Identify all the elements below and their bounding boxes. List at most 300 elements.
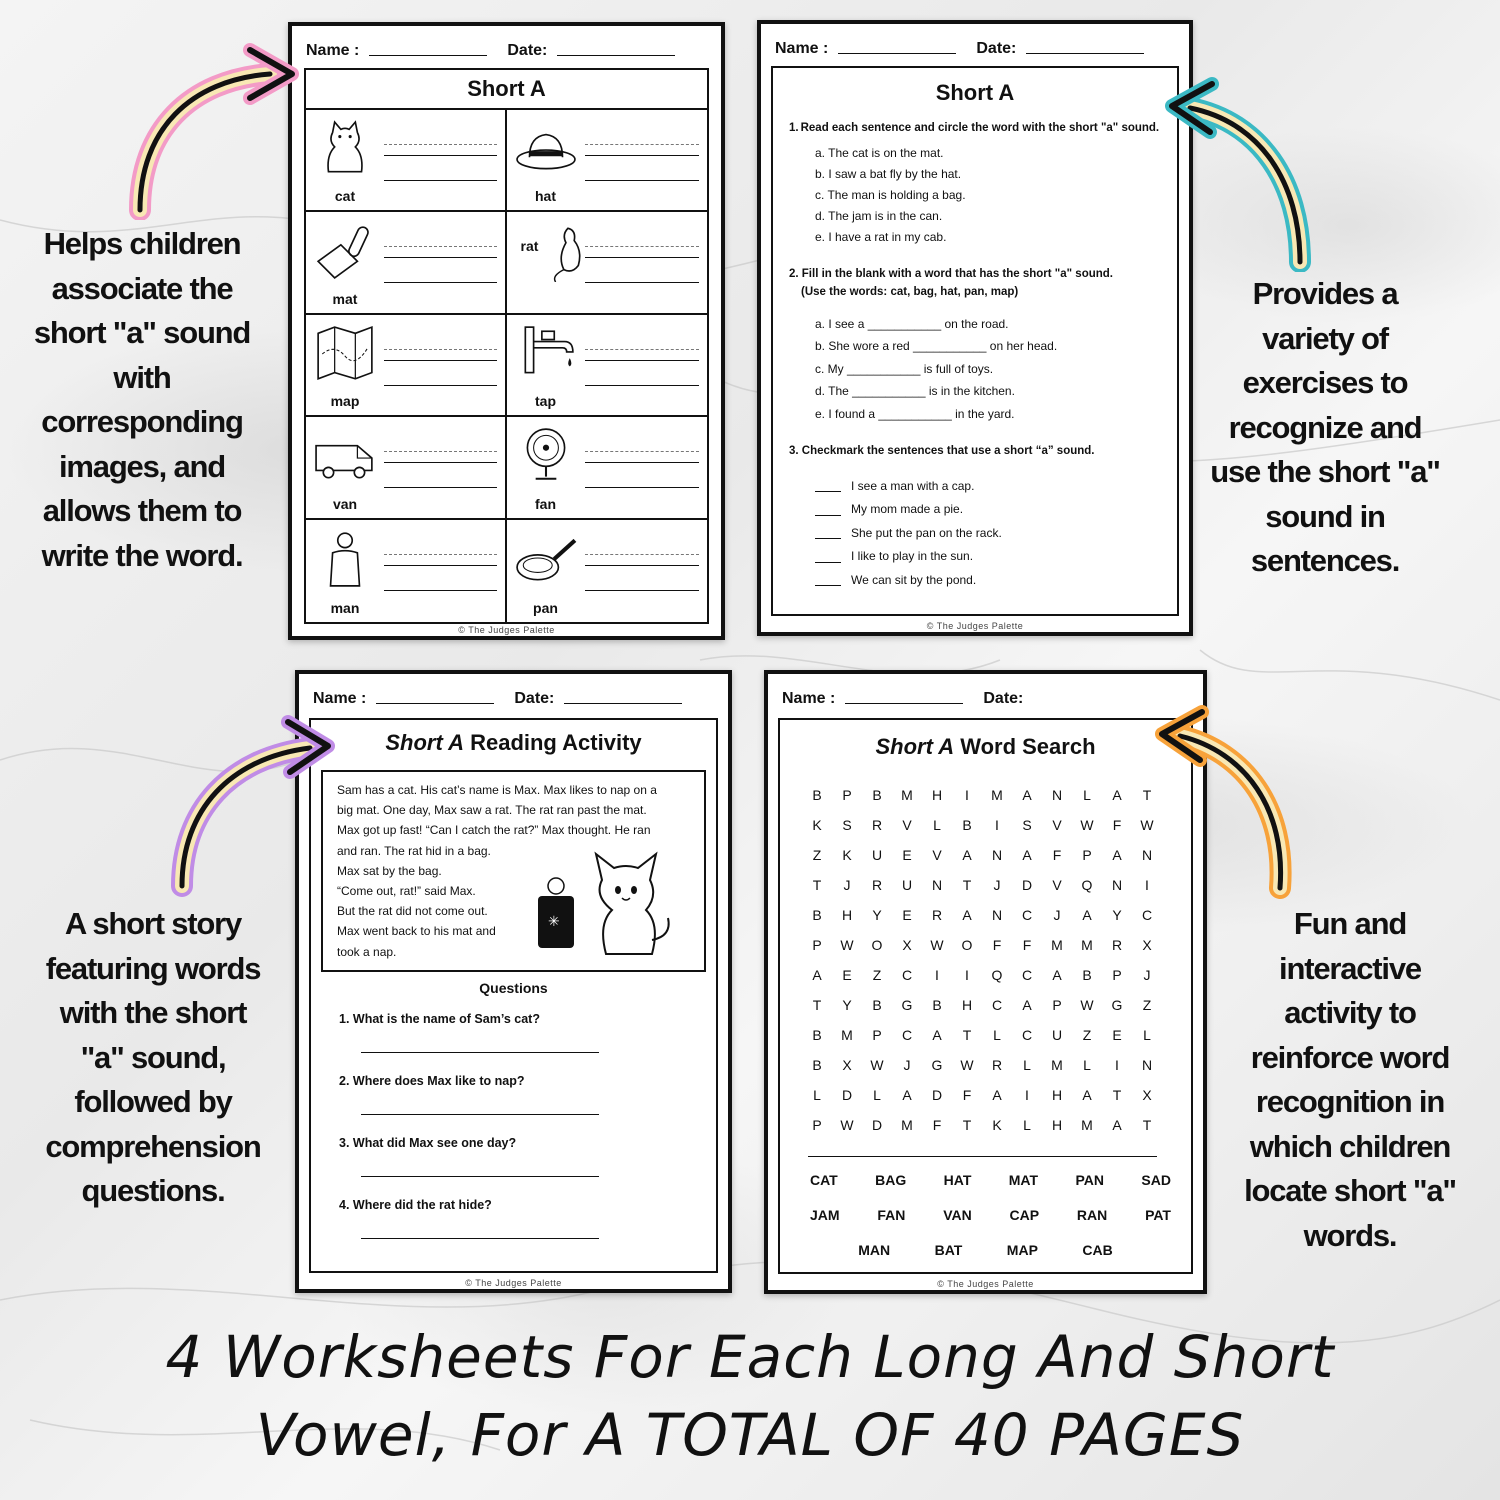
grid-letter[interactable]: K <box>992 1117 1002 1133</box>
caption-line: write the word. <box>41 537 243 573</box>
grid-letter[interactable]: M <box>901 1117 913 1133</box>
grid-letter[interactable]: K <box>812 817 822 833</box>
question-3-items <box>789 475 1161 593</box>
grid-letter[interactable]: N <box>931 877 943 893</box>
word-label: rat <box>520 238 539 255</box>
caption-line: comprehension <box>45 1128 261 1164</box>
grid-letter[interactable]: K <box>842 847 852 863</box>
bottom-title-line: 4 Worksheets For Each Long And Short <box>165 1323 1335 1391</box>
word-bank <box>796 1172 1175 1277</box>
grid-letter[interactable]: X <box>842 1057 852 1073</box>
grid-letter[interactable]: B <box>812 787 822 803</box>
word-bank-item: SAD <box>1141 1172 1171 1188</box>
grid-letter[interactable]: L <box>1083 787 1091 803</box>
caption-line: short "a" sound <box>33 315 251 350</box>
grid-letter[interactable]: T <box>1142 1117 1152 1133</box>
list-item: d. The ___________ is in the kitchen. <box>815 384 1015 399</box>
caption-line: which children <box>1249 1128 1451 1164</box>
name-date-row <box>306 36 707 60</box>
grid-letter[interactable]: L <box>873 1087 881 1103</box>
story-box <box>321 770 706 972</box>
cell-mat <box>306 212 507 314</box>
grid-letter[interactable]: M <box>901 787 913 803</box>
list-item-text: My mom made a pie. <box>851 502 964 516</box>
grid-letter[interactable]: J <box>1143 967 1151 983</box>
word-label: mat <box>332 290 358 307</box>
grid-letter[interactable]: B <box>1082 967 1092 983</box>
grid-letter[interactable]: C <box>1141 907 1153 923</box>
caption-top-right <box>1200 272 1450 584</box>
grid-letter[interactable]: N <box>1141 847 1153 863</box>
grid-letter[interactable]: H <box>841 907 853 923</box>
grid-letter[interactable]: W <box>1080 997 1094 1013</box>
grid-letter[interactable]: A <box>1112 1117 1122 1133</box>
list-item-text: She put the pan on the rack. <box>851 525 1002 540</box>
grid-letter[interactable]: B <box>812 907 822 923</box>
grid-letter[interactable]: X <box>1142 1087 1152 1103</box>
word-bank-item: MAN <box>858 1242 891 1258</box>
story-line: Max got up fast! “Can I catch the rat?” Max thought. He ran <box>337 823 651 838</box>
grid-letter[interactable]: M <box>1081 1117 1093 1133</box>
word-label: hat <box>535 188 556 205</box>
grid-letter[interactable]: A <box>932 1027 942 1043</box>
answer-line[interactable] <box>361 1052 599 1053</box>
grid-letter[interactable]: N <box>991 907 1003 923</box>
grid-letter[interactable]: A <box>1112 847 1122 863</box>
sheet-footer: © The Judges Palette <box>458 625 555 635</box>
grid-letter[interactable]: J <box>993 877 1001 893</box>
cell-rat <box>507 212 708 314</box>
grid-letter[interactable]: P <box>1052 997 1062 1013</box>
grid-letter[interactable]: N <box>1111 877 1123 893</box>
writing-lines <box>384 542 497 591</box>
caption-line: "a" sound, <box>80 1039 226 1075</box>
grid-letter[interactable]: M <box>991 787 1003 803</box>
word-label: fan <box>535 495 556 512</box>
grid-letter[interactable]: L <box>1023 1057 1031 1073</box>
grid-letter[interactable]: N <box>1051 787 1063 803</box>
list-item: a. I see a ___________ on the road. <box>815 316 1009 331</box>
caption-line: use the short "a" <box>1210 454 1440 489</box>
word-bank-item: CAP <box>1009 1207 1040 1223</box>
grid-letter[interactable]: P <box>872 1027 882 1043</box>
name-line <box>845 703 963 704</box>
story-line: took a nap. <box>337 944 397 959</box>
grid-letter[interactable]: L <box>1083 1057 1091 1073</box>
grid-letter[interactable]: D <box>841 1087 853 1103</box>
question-2-items <box>789 313 1161 426</box>
pan-icon <box>515 528 577 590</box>
man-icon <box>314 528 376 590</box>
van-icon <box>314 425 376 487</box>
cat-and-rat-illustration <box>522 840 682 960</box>
question-text: 1. What is the name of Sam’s cat? <box>339 1012 540 1026</box>
grid-letter[interactable]: V <box>1052 877 1062 893</box>
questions-heading: Questions <box>479 980 548 996</box>
caption-line: Helps children <box>43 226 241 261</box>
writing-lines <box>384 439 497 488</box>
grid-letter[interactable]: L <box>1143 1027 1151 1043</box>
question-item <box>299 1198 728 1260</box>
grid-letter[interactable]: U <box>1051 1027 1063 1043</box>
grid-letter[interactable]: J <box>903 1057 911 1073</box>
caption-line: corresponding <box>41 404 243 439</box>
check-blank[interactable] <box>815 574 841 586</box>
word-bank-row <box>796 1242 1175 1258</box>
grid-letter[interactable]: L <box>1023 1117 1031 1133</box>
answer-line[interactable] <box>361 1176 599 1177</box>
story-line: But the rat did not come out. <box>337 904 488 919</box>
writing-lines <box>585 132 700 181</box>
grid-letter[interactable]: N <box>1141 1057 1153 1073</box>
caption-line: with the short <box>59 995 247 1030</box>
grid-letter[interactable]: Z <box>872 967 882 983</box>
answer-line[interactable] <box>361 1238 599 1239</box>
grid-letter[interactable]: P <box>812 1117 822 1133</box>
caption-top-left <box>20 222 264 578</box>
grid-letter[interactable]: I <box>995 817 999 833</box>
question-1-text: Read each sentence and circle the word with the short "a" sound. <box>800 122 1160 134</box>
grid-letter[interactable]: Y <box>842 997 852 1013</box>
grid-letter[interactable]: J <box>1053 907 1061 923</box>
grid-letter[interactable]: S <box>1022 817 1032 833</box>
caption-line: locate short "a" <box>1244 1173 1456 1208</box>
word-bank-item: CAT <box>810 1172 838 1188</box>
caption-line: featuring words <box>45 950 261 986</box>
sentences-box <box>771 66 1179 616</box>
grid-letter[interactable]: A <box>812 967 822 983</box>
arrow-orange-icon <box>1150 700 1350 900</box>
caption-line: recognition in <box>1255 1084 1445 1119</box>
name-line <box>376 703 494 704</box>
cell-pan <box>507 520 708 622</box>
grid-letter[interactable]: B <box>932 997 942 1013</box>
grid-letter[interactable]: T <box>1142 787 1152 803</box>
story-line: “Come out, rat!” said Max. <box>337 884 476 899</box>
grid-letter[interactable]: L <box>813 1087 821 1103</box>
grid-letter[interactable]: A <box>1082 1087 1092 1103</box>
grid-letter[interactable]: T <box>812 997 822 1013</box>
grid-letter[interactable]: L <box>993 1027 1001 1043</box>
list-item <box>815 522 1161 546</box>
cell-man <box>306 520 507 622</box>
question-text: 2. Where does Max like to nap? <box>339 1074 525 1088</box>
list-item: a. The cat is on the mat. <box>815 146 944 161</box>
grid-letter[interactable]: R <box>991 1057 1003 1073</box>
grid-letter[interactable]: A <box>1022 997 1032 1013</box>
question-item <box>299 1074 728 1136</box>
grid-letter[interactable]: G <box>931 1057 943 1073</box>
grid-letter[interactable]: E <box>1112 1027 1122 1043</box>
grid-letter[interactable]: Q <box>991 967 1003 983</box>
grid-letter[interactable]: V <box>902 817 912 833</box>
grid-letter[interactable]: B <box>872 787 882 803</box>
list-item: c. My ___________ is full of toys. <box>815 361 994 376</box>
grid-letter[interactable]: O <box>961 937 973 953</box>
bottom-title <box>0 1318 1500 1474</box>
grid-letter[interactable]: C <box>991 997 1003 1013</box>
worksheet-sentences <box>757 20 1193 636</box>
grid-letter[interactable]: W <box>930 937 944 953</box>
grid-letter[interactable]: P <box>1082 847 1092 863</box>
word-label: tap <box>535 393 556 410</box>
title-italic: Short A <box>875 734 955 759</box>
caption-line: activity to <box>1284 995 1416 1030</box>
word-bank-item: RAN <box>1076 1207 1108 1223</box>
letter-grid <box>802 780 1162 1140</box>
word-label: pan <box>533 600 558 616</box>
name-label: Name : <box>313 690 367 707</box>
grid-letter[interactable]: G <box>901 997 913 1013</box>
story-line: big mat. One day, Max saw a rat. The rat ran past the mat. <box>337 803 647 818</box>
cell-tap <box>507 315 708 417</box>
sheet-footer: © The Judges Palette <box>465 1278 562 1288</box>
caption-line: variety of <box>1262 320 1388 356</box>
grid-letter[interactable]: I <box>935 967 939 983</box>
grid-letter[interactable]: T <box>962 877 972 893</box>
grid-letter[interactable]: H <box>1051 1117 1063 1133</box>
word-bank-item: BAG <box>875 1172 907 1188</box>
grid-letter[interactable]: A <box>992 1087 1002 1103</box>
list-item <box>815 498 1161 522</box>
cell-fan <box>507 417 708 519</box>
list-item <box>815 545 1161 569</box>
caption-bottom-left <box>30 902 276 1214</box>
grid-letter[interactable]: T <box>962 1117 972 1133</box>
list-item: b. She wore a red ___________ on her head. <box>815 339 1058 354</box>
grid-letter[interactable]: V <box>932 847 942 863</box>
question-2-sub: (Use the words: cat, bag, hat, pan, map) <box>801 285 1019 298</box>
caption-line: followed by <box>74 1084 232 1119</box>
grid-letter[interactable]: I <box>1115 1057 1119 1073</box>
word-bank-item: PAN <box>1075 1172 1104 1188</box>
grid-letter[interactable]: P <box>812 937 822 953</box>
grid-letter[interactable]: T <box>1112 1087 1122 1103</box>
mat-icon <box>314 220 376 282</box>
grid-letter[interactable]: A <box>1022 847 1032 863</box>
sheet4-title <box>768 734 1203 760</box>
grid-letter[interactable]: B <box>812 1027 822 1043</box>
grid-letter[interactable]: A <box>1022 787 1032 803</box>
word-bank-item: MAP <box>1006 1242 1038 1258</box>
writing-lines <box>585 234 700 283</box>
grid-letter[interactable]: X <box>1142 937 1152 953</box>
grid-letter[interactable]: A <box>1052 967 1062 983</box>
grid-letter[interactable]: V <box>1052 817 1062 833</box>
sheet-footer: © The Judges Palette <box>926 621 1024 631</box>
grid-letter[interactable]: H <box>931 787 943 803</box>
grid-letter[interactable]: Z <box>1142 997 1152 1013</box>
grid-letter[interactable]: B <box>962 817 972 833</box>
list-item <box>815 569 1161 593</box>
grid-letter[interactable]: J <box>843 877 851 893</box>
grid-letter[interactable]: B <box>812 1057 822 1073</box>
grid-letter[interactable]: O <box>871 937 883 953</box>
question-1-items <box>789 143 1161 248</box>
worksheet-picture-words <box>288 22 725 640</box>
grid-letter[interactable]: N <box>991 847 1003 863</box>
grid-letter[interactable]: M <box>1081 937 1093 953</box>
grid-letter[interactable]: F <box>1052 847 1062 863</box>
grid-letter[interactable]: F <box>932 1117 942 1133</box>
caption-line: A short story <box>64 906 242 941</box>
question-1-number: 1. <box>789 122 799 134</box>
name-date-row <box>313 684 714 708</box>
grid-letter[interactable]: A <box>962 907 972 923</box>
grid-letter[interactable]: D <box>871 1117 883 1133</box>
grid-letter[interactable]: Y <box>1112 907 1122 923</box>
grid-letter[interactable]: F <box>962 1087 972 1103</box>
divider <box>808 1156 1157 1157</box>
list-item-text: I like to play in the sun. <box>851 549 974 563</box>
check-blank[interactable] <box>815 480 841 492</box>
list-item-text: I see a man with a cap. <box>851 478 975 493</box>
grid-letter[interactable]: F <box>992 937 1002 953</box>
grid-letter[interactable]: C <box>1021 967 1033 983</box>
word-label: van <box>332 495 358 512</box>
grid-letter[interactable]: E <box>842 967 852 983</box>
name-date-row <box>782 684 1189 708</box>
check-blank[interactable] <box>815 527 841 539</box>
title-rest: Reading Activity <box>463 730 642 755</box>
grid-letter[interactable]: A <box>1082 907 1092 923</box>
grid-letter[interactable]: C <box>1021 1027 1033 1043</box>
question-text: 3. What did Max see one day? <box>339 1136 517 1150</box>
word-bank-item: PAT <box>1145 1207 1171 1223</box>
cell-cat <box>306 110 507 212</box>
grid-letter[interactable]: U <box>901 877 913 893</box>
grid-letter[interactable]: X <box>902 937 912 953</box>
grid-letter[interactable]: H <box>1051 1087 1063 1103</box>
grid-letter[interactable]: C <box>901 967 913 983</box>
date-label: Date: <box>514 690 555 707</box>
cell-hat <box>507 110 708 212</box>
grid-letter[interactable]: T <box>812 877 822 893</box>
name-label: Name : <box>775 40 829 57</box>
question-text: 4. Where did the rat hide? <box>339 1198 492 1212</box>
grid-letter[interactable]: C <box>1021 907 1033 923</box>
grid-letter[interactable]: I <box>965 787 969 803</box>
grid-letter[interactable]: Y <box>872 907 882 923</box>
grid-letter[interactable]: W <box>840 1117 854 1133</box>
grid-letter[interactable]: M <box>841 1027 853 1043</box>
caption-line: sound in <box>1265 498 1385 534</box>
grid-letter[interactable]: H <box>961 997 973 1013</box>
questions-section <box>299 980 728 1260</box>
check-blank[interactable] <box>815 551 841 563</box>
answer-line[interactable] <box>361 1114 599 1115</box>
date-line <box>564 703 682 704</box>
grid-letter[interactable]: P <box>842 787 852 803</box>
writing-lines <box>384 234 497 283</box>
grid-letter[interactable]: R <box>1111 937 1123 953</box>
picture-grid-box <box>304 68 709 624</box>
grid-letter[interactable]: Q <box>1081 877 1093 893</box>
grid-letter[interactable]: W <box>1140 817 1154 833</box>
grid-letter[interactable]: W <box>870 1057 884 1073</box>
caption-line: associate the <box>51 270 233 306</box>
name-line <box>838 53 956 54</box>
grid-letter[interactable]: A <box>902 1087 912 1103</box>
grid-letter[interactable]: L <box>933 817 941 833</box>
list-item <box>815 475 1161 499</box>
grid-letter[interactable]: W <box>1080 817 1094 833</box>
name-label: Name : <box>782 690 836 707</box>
word-bank-item: JAM <box>810 1207 840 1223</box>
grid-letter[interactable]: S <box>842 817 852 833</box>
grid-letter[interactable]: R <box>871 817 883 833</box>
title-italic: Short A <box>385 730 464 755</box>
grid-letter[interactable]: G <box>1111 997 1123 1013</box>
grid-letter[interactable]: P <box>1112 967 1122 983</box>
grid-letter[interactable]: W <box>960 1057 974 1073</box>
grid-letter[interactable]: M <box>1051 937 1063 953</box>
writing-lines <box>585 337 700 386</box>
word-bank-item: CAB <box>1082 1242 1113 1258</box>
question-1 <box>789 120 1161 137</box>
list-item: d. The jam is in the can. <box>815 209 943 224</box>
caption-line: with <box>113 359 171 395</box>
worksheet-word-search <box>764 670 1207 1294</box>
grid-letter[interactable]: B <box>872 997 882 1013</box>
grid-letter[interactable]: F <box>1022 937 1032 953</box>
sheet2-title: Short A <box>935 80 1015 105</box>
word-bank-row <box>796 1207 1175 1223</box>
question-3: 3. Checkmark the sentences that use a short “a” sound. <box>789 445 1095 458</box>
word-bank-item: FAN <box>877 1207 906 1223</box>
writing-lines <box>585 542 700 591</box>
grid-letter[interactable]: D <box>931 1087 943 1103</box>
grid-letter[interactable]: Z <box>812 847 822 863</box>
word-label: cat <box>334 188 356 205</box>
caption-line: Provides a <box>1252 276 1398 311</box>
grid-letter[interactable]: I <box>965 967 969 983</box>
grid-letter[interactable]: I <box>1025 1087 1029 1103</box>
caption-bottom-right <box>1230 902 1470 1258</box>
grid-letter[interactable]: E <box>902 847 912 863</box>
grid-letter[interactable]: A <box>1112 787 1122 803</box>
date-label: Date: <box>507 42 548 59</box>
story-line: Max sat by the bag. <box>337 863 442 878</box>
grid-letter[interactable]: A <box>962 847 972 863</box>
grid-letter[interactable]: Z <box>1082 1027 1092 1043</box>
grid-letter[interactable]: R <box>871 877 883 893</box>
grid-letter[interactable]: W <box>840 937 854 953</box>
grid-letter[interactable]: D <box>1021 877 1033 893</box>
name-date-row <box>775 34 1175 58</box>
grid-letter[interactable]: F <box>1112 817 1122 833</box>
writing-lines <box>384 337 497 386</box>
cell-map <box>306 315 507 417</box>
grid-letter[interactable]: E <box>902 907 912 923</box>
grid-letter[interactable]: R <box>931 907 943 923</box>
word-bank-item: BAT <box>934 1242 963 1258</box>
check-blank[interactable] <box>815 504 841 516</box>
word-bank-row <box>796 1172 1175 1188</box>
story-line: and ran. The rat hid in a bag. <box>337 843 491 858</box>
grid-letter[interactable]: T <box>962 1027 972 1043</box>
grid-letter[interactable]: C <box>901 1027 913 1043</box>
question-2: 2. Fill in the blank with a word that has the short "a" sound. <box>789 268 1113 281</box>
list-item: e. I have a rat in my cab. <box>815 230 947 245</box>
grid-letter[interactable]: I <box>1145 877 1149 893</box>
writing-lines <box>384 132 497 181</box>
question-item <box>299 1136 728 1198</box>
worksheet-reading <box>295 670 732 1293</box>
grid-letter[interactable]: M <box>1051 1057 1063 1073</box>
grid-letter[interactable]: U <box>871 847 883 863</box>
sheet-footer: © The Judges Palette <box>937 1279 1034 1289</box>
